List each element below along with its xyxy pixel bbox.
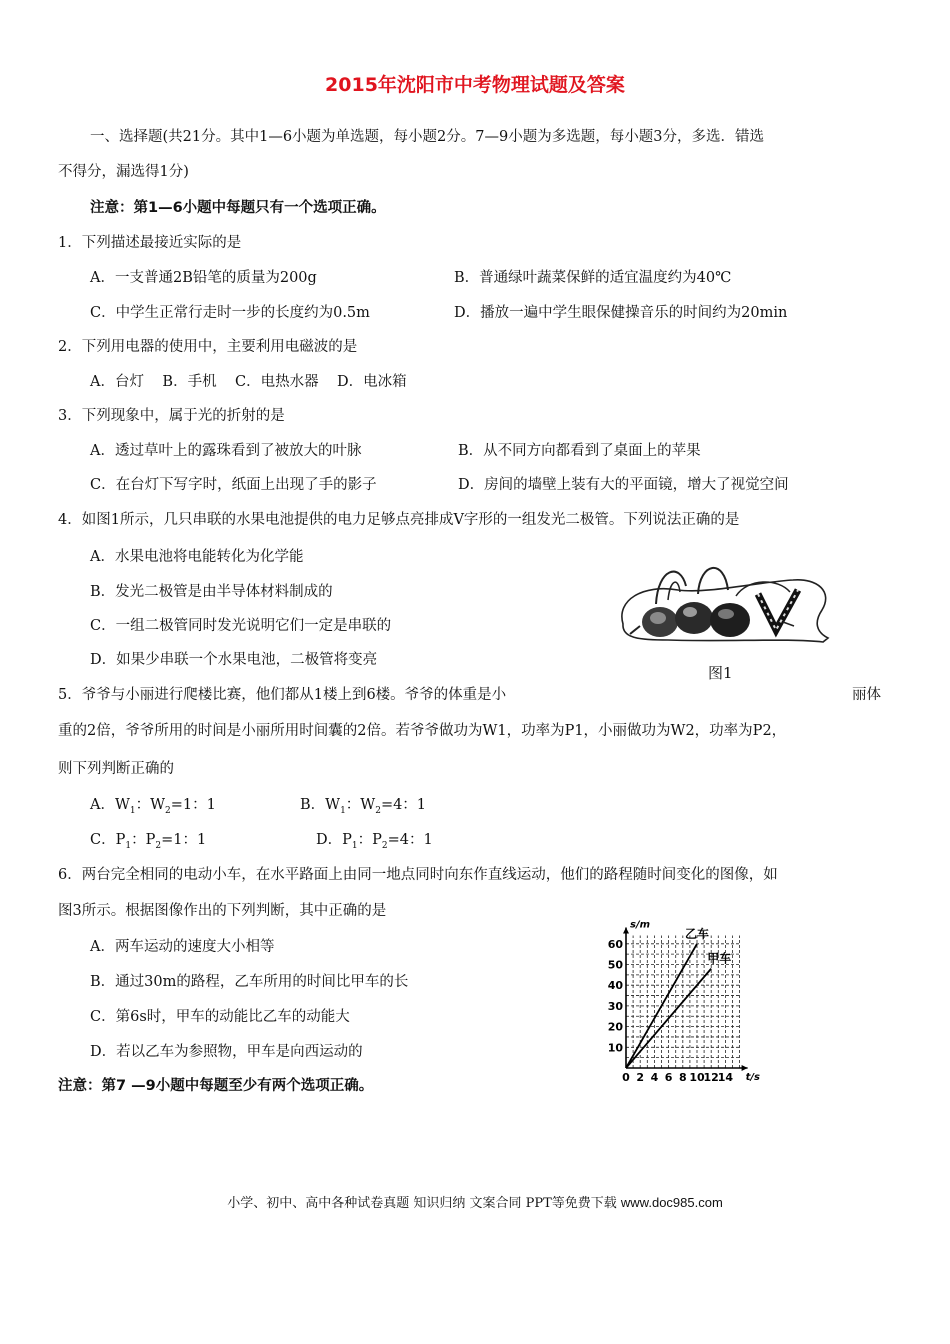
- question-3-stem: 3．下列现象中，属于光的折射的是: [58, 408, 285, 424]
- question-6-option-c: C．第6s时，甲车的动能比乙车的动能大: [90, 1009, 350, 1025]
- page-footer: [0, 1192, 950, 1211]
- x-tick-label: 14: [717, 1071, 734, 1084]
- series-label: 甲车: [707, 951, 732, 966]
- y-tick-label: 40: [607, 979, 623, 993]
- x-tick-label: 12: [703, 1071, 719, 1084]
- section-intro-line1: 一、选择题(共21分。其中1—6小题为单选题，每小题2分。7—9小题为多选题，每小题3分，多选．错选: [90, 129, 764, 145]
- question-5-stem-part2: 丽体: [852, 687, 881, 703]
- footer-text: 小学、初中、高中各种试卷真题 知识归纳 文案合同 PPT等免费下载: [227, 1196, 621, 1211]
- page-title: 2015年沈阳市中考物理试题及答案: [325, 74, 625, 96]
- x-tick-label: 8: [678, 1071, 687, 1084]
- question-4-option-a: A．水果电池将电能转化为化学能: [90, 549, 304, 565]
- y-tick-label: 60: [607, 937, 623, 951]
- note-single-choice: 注意：第1—6小题中每题只有一个选项正确。: [90, 200, 386, 216]
- question-4-option-c: C．一组二极管同时发光说明它们一定是串联的: [90, 618, 392, 634]
- x-tick-label: 0: [622, 1071, 630, 1084]
- x-axis-label: t/s: [745, 1072, 760, 1083]
- x-axis-arrow: [742, 1065, 748, 1071]
- question-5-line2: 重的2倍，爷爷所用的时间是小丽所用时间囊的2倍。若爷爷做功为W1，功率为P1，小丽做功为W2，功率为P2，: [58, 723, 787, 739]
- x-tick-label: 2: [636, 1071, 645, 1084]
- question-6-option-b: B．通过30m的路程，乙车所用的时间比甲车的长: [90, 974, 409, 990]
- question-3-option-d: D．房间的墙壁上装有大的平面镜，增大了视觉空间: [458, 477, 789, 493]
- question-6-option-d: D．若以乙车为参照物，甲车是向西运动的: [90, 1044, 363, 1060]
- series-line: [626, 969, 711, 1068]
- distance-time-chart: [600, 908, 780, 1092]
- question-1-option-a: A．一支普通2B铅笔的质量为200g: [90, 270, 317, 286]
- question-1-stem: 1．下列描述最接近实际的是: [58, 235, 242, 251]
- x-tick-label: 6: [664, 1071, 673, 1084]
- question-5-option-c: C．$P_1$：$P_2=1$：1: [90, 832, 207, 851]
- figure-1-caption: 图1: [708, 664, 733, 682]
- y-axis-arrow: [623, 928, 629, 934]
- footer-site-link[interactable]: www.doc985.com: [620, 1195, 723, 1210]
- question-6-option-a: A．两车运动的速度大小相等: [90, 939, 275, 955]
- question-2-options: A．台灯 B．手机 C．电热水器 D．电冰箱: [90, 374, 407, 390]
- section-intro-line2: 不得分，漏选得1分): [58, 164, 189, 180]
- question-4-option-b: B．发光二极管是由半导体材料制成的: [90, 584, 333, 600]
- question-6-line1: 6．两台完全相同的电动小车，在水平路面上由同一地点同时向东作直线运动，他们的路程随时间变化的图像，如: [58, 867, 778, 883]
- question-6-line2: 图3所示。根据图像作出的下列判断，其中正确的是: [58, 903, 387, 919]
- question-1-option-b: B．普通绿叶蔬菜保鲜的适宜温度约为40℃: [454, 270, 732, 286]
- question-1-option-c: C．中学生正常行走时一步的长度约为0.5m: [90, 305, 370, 321]
- question-4-option-d: D．如果少串联一个水果电池，二极管将变亮: [90, 652, 378, 668]
- question-2-stem: 2．下列用电器的使用中，主要利用电磁波的是: [58, 339, 358, 355]
- question-3-option-c: C．在台灯下写字时，纸面上出现了手的影子: [90, 477, 377, 493]
- y-tick-label: 50: [607, 958, 623, 972]
- y-tick-label: 20: [607, 1020, 623, 1034]
- question-3-option-a: A．透过草叶上的露珠看到了被放大的叶脉: [90, 443, 362, 459]
- question-4-stem: 4．如图1所示，几只串联的水果电池提供的电力足够点亮排成V字形的一组发光二极管。下列说法正确的是: [58, 512, 740, 528]
- question-5-option-b: B．$W_1$：$W_2=4$：1: [300, 797, 427, 816]
- note-multi-choice: 注意：第7 —9小题中每题至少有两个选项正确。: [58, 1078, 374, 1094]
- y-tick-label: 10: [607, 1041, 623, 1055]
- question-5-option-a: A．$W_1$：$W_2=1$：1: [90, 797, 216, 816]
- question-3-option-b: B．从不同方向都看到了桌面上的苹果: [458, 443, 701, 459]
- series-label: 乙车: [685, 926, 710, 941]
- y-axis-label: s/m: [630, 919, 651, 931]
- question-1-option-d: D．播放一遍中学生眼保健操音乐的时间约为20min: [454, 305, 788, 321]
- question-5-line3: 则下列判断正确的: [58, 761, 174, 777]
- x-tick-label: 4: [650, 1071, 659, 1084]
- x-tick-label: 10: [689, 1071, 705, 1084]
- y-tick-label: 30: [607, 999, 623, 1013]
- question-5-stem-part1: 5．爷爷与小丽进行爬楼比赛，他们都从1楼上到6楼。爷爷的体重是小: [58, 687, 507, 703]
- question-5-option-d: D．$P_1$：$P_2=4$：1: [316, 832, 433, 851]
